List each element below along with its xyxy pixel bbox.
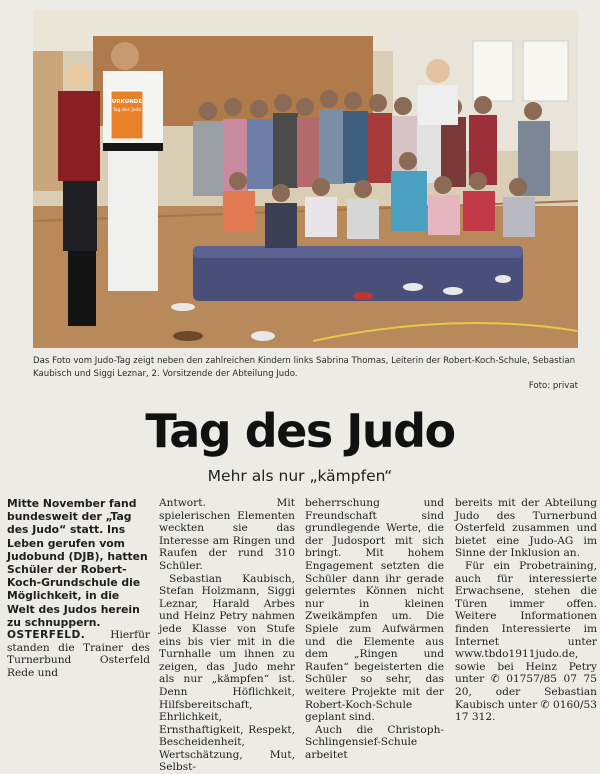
poster-subtitle: Tag des Judo xyxy=(112,108,142,113)
judo-class-photo xyxy=(33,11,578,348)
column-2 xyxy=(159,497,295,774)
column-3-paragraph-2: Auch die Christoph-Schlingensief-Schule arbeitet xyxy=(305,723,444,761)
headline: Tag des Judo xyxy=(145,404,455,458)
column-3 xyxy=(305,497,444,761)
column-1-text: Hierfür standen die Trainer des Turnerbund Osterfeld Rede und xyxy=(7,629,150,679)
subheadline: Mehr als nur „kämpfen“ xyxy=(207,467,393,485)
column-4-paragraph-2: Für ein Probetraining, auch für interessierte Erwachsene, stehen die Türen immer offen. Weitere Informationen finden Interessierte im Internet unter www.tbdo1911judo.de, sowie bei Heinz Petry unter ✆ 01757/85 07 75 20, oder Sebastian Kaubisch unter ✆ 0160/53 17 312. xyxy=(455,559,597,724)
column-1 xyxy=(7,497,150,717)
photo-caption xyxy=(33,355,578,393)
column-4 xyxy=(455,497,597,724)
column-2-paragraph-2: Sebastian Kaubisch, Stefan Holzmann, Siggi Leznar, Harald Arbes und Heinz Petry nahmen jede Klasse von Stufe eins bis vier mit in die Turnhalle um ihnen zu zeigen, das Judo mehr als nur „kämpfen“ ist. Denn Höflichkeit, Hilfsbereitschaft, Ehrlichkeit, Ernsthaftigkeit, Respekt, Bescheidenheit, Wertschätzung, Mut, Selbst- xyxy=(159,572,295,774)
poster-title: URKUNDE xyxy=(111,99,143,105)
article-photo xyxy=(33,11,578,348)
column-4-paragraph-1: bereits mit der Abteilung Judo des Turnerbund Osterfeld zusammen und bietet eine Judo-AG im Sinne der Inklusion an. xyxy=(455,497,597,560)
dateline: OSTERFELD. xyxy=(7,629,86,642)
photo-credit: Foto: privat xyxy=(528,381,578,391)
column-1-body xyxy=(7,629,150,679)
caption-text: Das Foto vom Judo-Tag zeigt neben den zahlreichen Kindern links Sabrina Thomas, Leiterin der Robert-Koch-Schule, Sebastian Kaubisch und Siggi Leznar, 2. Vorsitzende der Abteilung Judo. xyxy=(33,356,576,379)
column-3-paragraph-1: beherrschung und Freundschaft sind grundlegende Werte, die der Judosport mit sich bringt. Mit hohem Engagement setzten die Schüler dann ihr gerade gelerntes Können nicht nur in kleinen Zweikämpfen um. Die Spiele zum Aufwärmen und die Elemente aus dem „Ringen und Raufen“ begeisterten die Schüler so sehr, das weitere Projekte mit der Robert-Koch-Schule geplant sind. xyxy=(305,497,444,724)
lead-paragraph: Mitte November fand bundesweit der „Tag des Judo“ statt. Ins Leben gerufen vom Judobund (DJB), hatten Schüler der Robert-Koch-Grundschule die Möglichkeit, in die Welt des Judos herein zu schnuppern. xyxy=(7,497,148,629)
column-2-paragraph-1: Antwort. Mit spielerischen Elementen weckten sie das Interesse am Ringen und Raufen der rund 310 Schüler. xyxy=(159,497,295,572)
